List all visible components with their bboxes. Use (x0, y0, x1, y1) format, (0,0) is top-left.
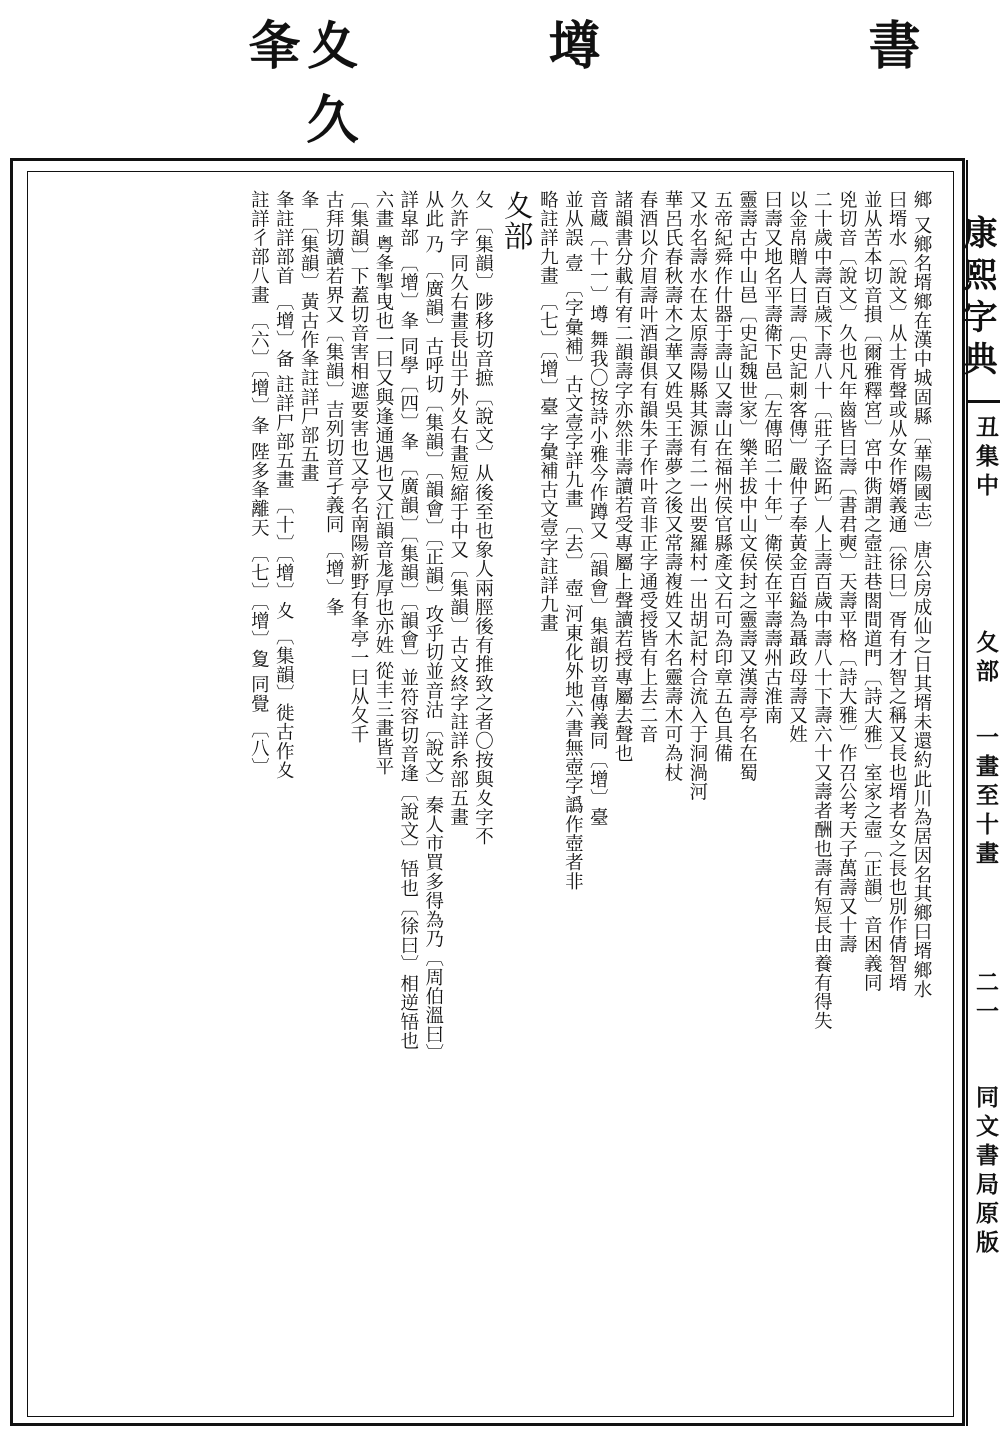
publisher-label: 同文書局原版 (972, 1085, 999, 1259)
text-column: 久許字 同久右畫長出于外夊右畫短縮于中又〔集韻〕古文終字註詳糸部五畫 (447, 190, 469, 827)
text-column: 華呂氏春秋壽木之華又姓吳王壽夢之後又常壽複姓又木名靈壽木可為杖 (661, 190, 683, 783)
text-column: 音蔵〔十一〕壿 舞我〇按詩小雅今作蹲又〔韻會〕集韻切音傳義同〔增〕臺 (587, 190, 609, 827)
book-title: 康熙字典 (957, 215, 997, 383)
page-number: 二一 (972, 970, 999, 1028)
sidebar-divider (966, 400, 1000, 403)
collection-label: 丑集中 (972, 415, 999, 502)
text-column: 春酒以介眉壽叶酒韻俱有韻朱子作叶音非正字通受授皆有上去二音 (637, 190, 659, 744)
text-column: 鄉 又鄉名壻鄉在漢中城固縣〔華陽國志〕唐公房成仙之日其壻未還約此川為居因名其鄉曰壻鄉水 (911, 190, 932, 999)
dictionary-text (48, 190, 933, 1406)
text-column: 曰壻水〔說文〕从士胥聲或从女作婿義通〔徐曰〕胥有才智之稱又長也壻者女之長也別作倩智壻 (886, 190, 908, 993)
text-column: 夆 〔集韻〕黃古作夆註詳尸部五畫 (298, 190, 320, 483)
text-column: 〔集韻〕下蓋切音害相遮要害也又亭名南陽新野有夆亭一曰从夂千 (347, 190, 369, 744)
text-column: 略註詳九畫 〔七〕〔增〕臺 字彙補古文壹字註詳九畫 (537, 190, 559, 634)
text-column: 从此 乃 〔廣韻〕古呼切〔集韻〕〔韻會〕〔正韻〕攻乎切並音沽〔說文〕秦人市買多得為乃〔周伯溫曰〕 (422, 190, 444, 1064)
seal-script-header (0, 18, 1000, 148)
text-column: 二十歲中壽百歲下壽八十〔莊子盜跖〕人上壽百歲中壽八十下壽六十又壽者酬也壽有短長由養有得失 (811, 190, 833, 1031)
page-frame (10, 158, 965, 1426)
text-column: 夆註詳部首 〔增〕备 註詳尸部五畫 〔十〕〔增〕夊 〔集韻〕徙古作夊 (273, 190, 295, 780)
text-column: 諸韻書分載有宥二韻壽字亦然非壽讀若受專屬上聲讀若授專屬去聲也 (612, 190, 634, 763)
text-column: 並从誤 壹 〔字彙補〕古文壹字詳九畫 〔去〕 壺 河東化外地六書無壺字譌作壺者非 (562, 190, 584, 891)
seal-form-middle: 壿 (539, 18, 600, 72)
radical-label: 夂部 (972, 630, 999, 688)
text-column: 詳皐部 〔增〕夆 同學〔四〕夆 〔廣韻〕〔集韻〕〔韻會〕並符容切音逢〔說文〕啎也〔徐曰〕相逆啎也 (397, 190, 419, 1051)
text-column: 並从苦本切音損〔爾雅釋宮〕宮中衖謂之壼註巷閤間道門〔詩大雅〕室家之壼〔正韻〕音困義同 (861, 190, 883, 993)
text-column: 古拜切讀若界又〔集韻〕吉列切音孑義同 〔增〕夆 (323, 190, 345, 617)
section-heading: 夊部 (497, 190, 533, 252)
seal-form-right: 書 (859, 18, 920, 72)
text-column: 靈壽古中山邑〔史記魏世家〕樂羊拔中山文侯封之靈壽又漢壽亭名在蜀 (736, 190, 758, 783)
text-column: 兇切音〔說文〕久也凡年齒皆曰壽〔書君奭〕天壽平格〔詩大雅〕作召公考天子萬壽又十壽 (836, 190, 858, 954)
seal-form-left: 夊 久 夆 (239, 18, 358, 147)
text-column: 夂 〔集韻〕陟移切音摭〔說文〕从後至也象人兩脛後有推致之者〇按與夊字不 (472, 190, 494, 846)
stroke-range-label: 一畫至十畫 (972, 725, 999, 870)
text-column: 六畫 粤夆掣曳也一曰又與逢通遇也又江韻音尨厚也亦姓 從丰三畫皆平 (372, 190, 394, 776)
text-column: 曰壽又地名平壽衛下邑〔左傳昭二十年〕衛侯在平壽壽州古淮南 (761, 190, 783, 725)
page-inner-border (27, 171, 954, 1417)
page-sidebar (957, 160, 1000, 1426)
text-column: 又水名壽水在太原壽陽縣其源有二一出要羅村一出胡記村合流入于洞渦河 (686, 190, 708, 802)
text-column: 以金帛贈人曰壽〔史記刺客傳〕嚴仲子奉黃金百鎰為聶政母壽又姓 (786, 190, 808, 744)
text-column: 五帝紀舜作什器于壽山又壽山在福州侯官縣產文石可為印章五色具備 (711, 190, 733, 763)
text-column: 註詳彳部八畫 〔六〕〔增〕夆 陛多夆離天 〔七〕〔增〕夐 同覺 〔八〕 (248, 190, 270, 777)
